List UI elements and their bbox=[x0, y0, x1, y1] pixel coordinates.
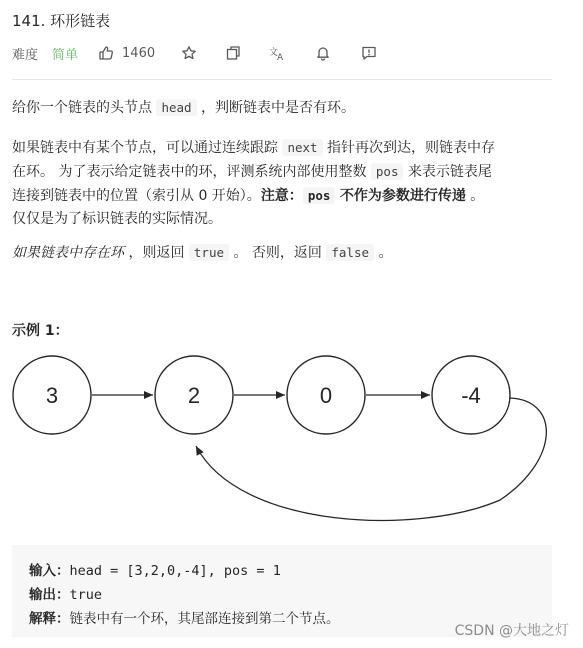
text-run: ，判断链表中是否有环。 bbox=[196, 100, 356, 116]
node-value: 3 bbox=[45, 383, 59, 408]
text-run: 不作为参数进行传递 bbox=[339, 188, 466, 204]
text-run: 解释： bbox=[29, 611, 70, 627]
text-run bbox=[12, 160, 552, 184]
linked-list-diagram bbox=[0, 350, 583, 530]
share-icon[interactable] bbox=[223, 43, 243, 63]
svg-text:A: A bbox=[277, 53, 284, 61]
problem-meta-bar bbox=[12, 42, 379, 64]
text-run bbox=[12, 184, 552, 208]
description-paragraph-2 bbox=[12, 136, 552, 231]
text-run: 输出： bbox=[29, 587, 70, 603]
description-paragraph-1 bbox=[12, 96, 552, 120]
text-run: pos bbox=[303, 187, 336, 204]
feedback-icon[interactable] bbox=[359, 43, 379, 63]
text-run: true bbox=[69, 587, 103, 603]
text-run: next bbox=[282, 139, 322, 156]
text-run: 链表中有一个环，其尾部连接到第二个节点。 bbox=[69, 611, 340, 627]
node-value: -4 bbox=[461, 383, 481, 408]
example-output bbox=[29, 583, 102, 603]
text-run: ，则返回 bbox=[124, 245, 189, 261]
text-run: 在环。 为了表示给定链表中的环，评测系统内部使用整数 bbox=[12, 164, 371, 180]
translate-icon[interactable] bbox=[267, 43, 287, 63]
text-run: head = [3,2,0,-4], pos = 1 bbox=[69, 563, 281, 579]
example-title: 示例 1： bbox=[12, 323, 69, 339]
text-run bbox=[12, 136, 552, 160]
bell-icon[interactable] bbox=[313, 43, 333, 63]
text-run: false bbox=[326, 244, 374, 261]
watermark: CSDN @大地之灯 bbox=[454, 623, 569, 639]
text-run: 仅仅是为了标识链表的实际情况。 bbox=[12, 211, 222, 227]
text-run: 。 否则，返回 bbox=[229, 245, 327, 261]
like-count: 1460 bbox=[122, 45, 156, 61]
text-run: true bbox=[189, 244, 229, 261]
text-run: pos bbox=[371, 163, 404, 180]
svg-text:文: 文 bbox=[269, 48, 279, 58]
text-run: 给你一个链表的头节点 bbox=[12, 100, 157, 116]
node-value: 0 bbox=[319, 383, 333, 408]
text-run: head bbox=[156, 99, 196, 116]
difficulty-badge: 简单 bbox=[52, 47, 79, 63]
header-divider bbox=[12, 79, 552, 80]
problem-title: 141. 环形链表 bbox=[12, 12, 111, 30]
difficulty-label: 难度 bbox=[12, 47, 39, 63]
example-input bbox=[29, 559, 281, 579]
description-paragraph-3 bbox=[12, 241, 552, 265]
text-run: 连接到链表中的位置（索引从 0 开始）。 bbox=[12, 188, 261, 204]
text-run: 注意： bbox=[260, 188, 303, 204]
text-run: 。 bbox=[374, 245, 393, 261]
text-run: 。 bbox=[465, 188, 485, 204]
node-value: 2 bbox=[187, 383, 201, 408]
text-run: 如果链表中存在环 bbox=[12, 245, 124, 261]
text-run: 如果链表中有某个节点，可以通过连续跟踪 bbox=[12, 140, 283, 156]
example-explanation bbox=[29, 607, 340, 627]
star-icon[interactable] bbox=[179, 43, 199, 63]
text-run: 输入： bbox=[29, 563, 70, 579]
text-run: 指针再次到达，则链表中存 bbox=[322, 140, 496, 156]
thumbs-up-icon[interactable] bbox=[96, 43, 116, 63]
text-run: 来表示链表尾 bbox=[403, 164, 492, 180]
